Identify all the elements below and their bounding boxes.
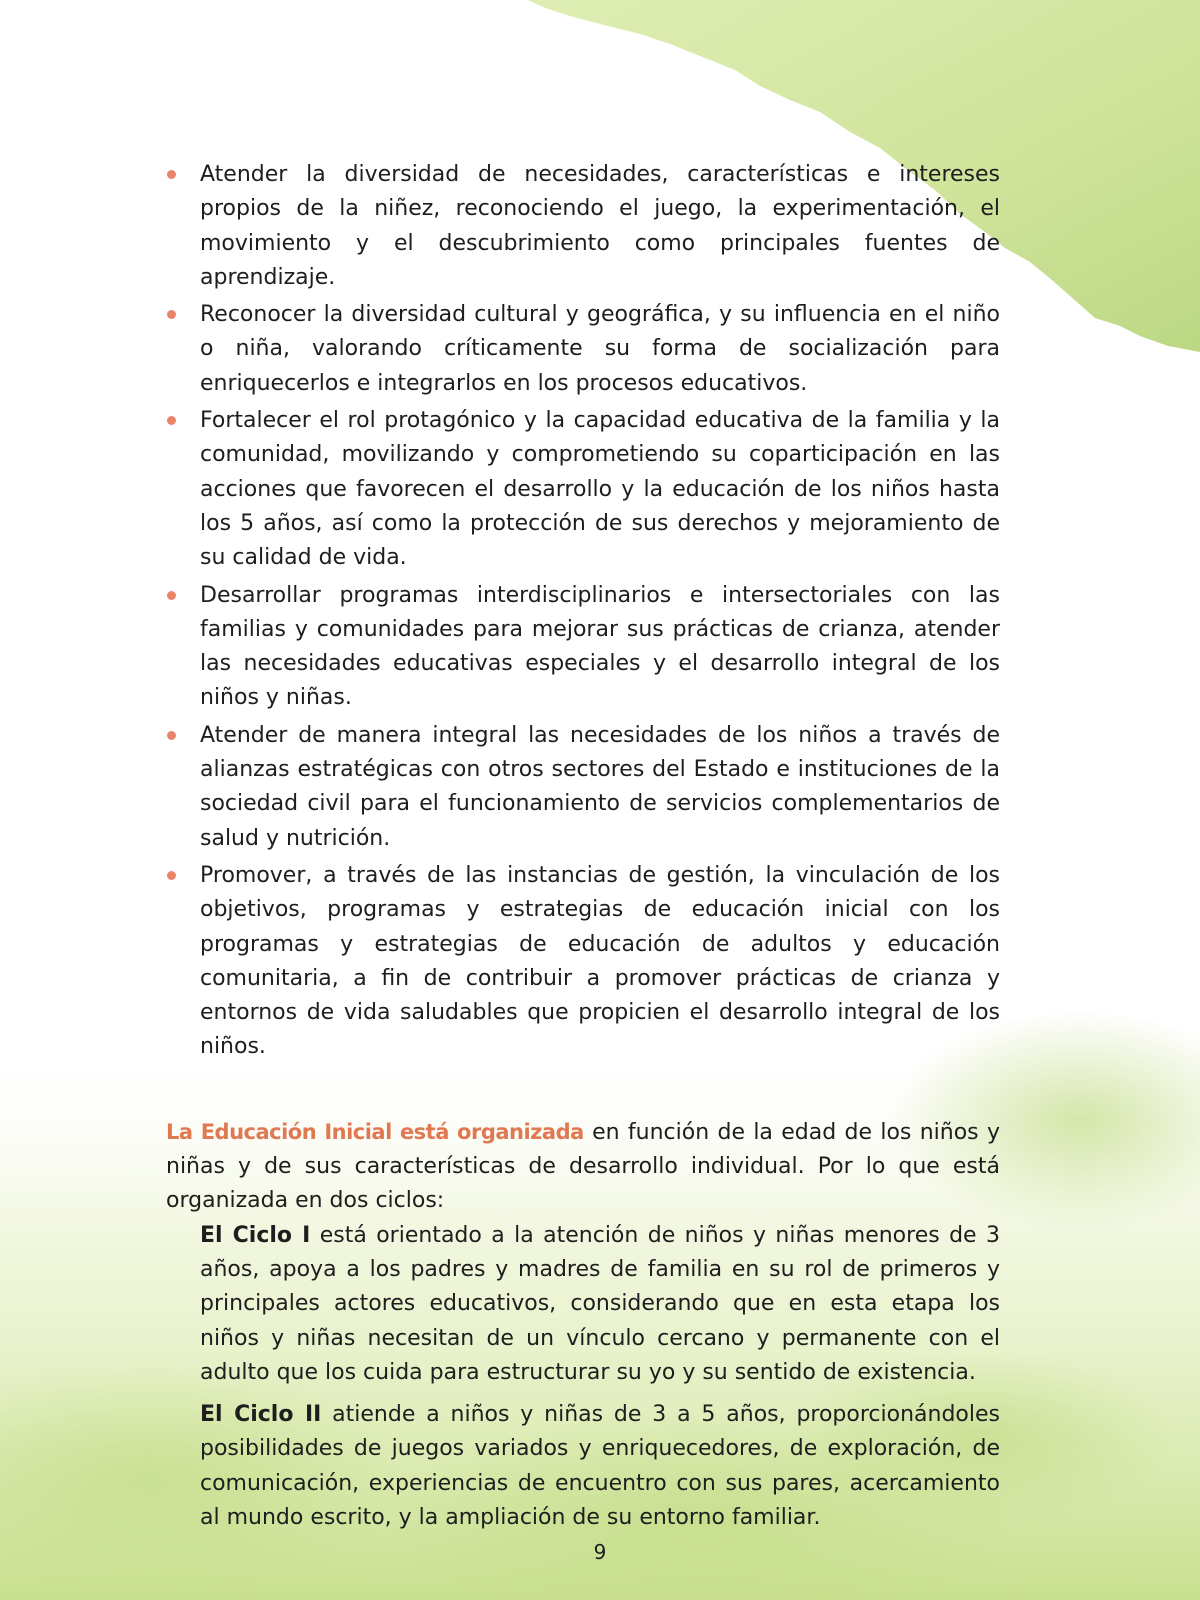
intro-highlight: La Educación Inicial está organizada xyxy=(166,1119,584,1144)
cycle-label: El Ciclo I xyxy=(200,1222,311,1248)
list-item-text: Atender de manera integral las necesidades de los niños a través de alianzas estratégicas con otros sectores del Estado e instituciones de la sociedad civil para el funcionamiento de servicios complementarios de salud y nutrición. xyxy=(200,722,1000,851)
list-item-text: Reconocer la diversidad cultural y geográfica, y su influencia en el niño o niña, valorando críticamente su forma de socialización para enriquecerlos e integrarlos en los procesos educativos. xyxy=(200,302,1000,396)
list-item-text: Atender la diversidad de necesidades, características e intereses propios de la niñez, reconociendo el juego, la experimentación, el movimiento y el descubrimiento como principales fuentes de aprendizaje. xyxy=(200,162,1000,290)
cycle-paragraph xyxy=(200,1219,1000,1390)
list-item-text: Promover, a través de las instancias de gestión, la vinculación de los objetivos, programas y estrategias de educación inicial con los programas y estrategias de educación de adultos y educación comunitaria, a fin de contribuir a promover prácticas de crianza y entornos de vida saludables que propicien el desarrollo integral de los niños. xyxy=(200,862,1000,1060)
page-number: 9 xyxy=(593,1540,607,1564)
intro-paragraph xyxy=(166,1115,1000,1219)
cycle-text: atiende a niños y niñas de 3 a 5 años, proporcionándoles posibilidades de juegos variados y enriquecedores, de exploración, de comunicación, experiencias de encuentro con sus pares, acercamiento al mundo escrito, y la ampliación de su entorno familiar. xyxy=(200,1402,1000,1530)
bullet-icon xyxy=(167,591,176,600)
cycle-text: está orientado a la atención de niños y niñas menores de 3 años, apoya a los padres y madres de familia en su rol de primeros y principales actores educativos, considerando que en esta etapa los niños y niñas necesitan de un vínculo cercano y permanente con el adulto que los cuida para estructurar su yo y su sentido de existencia. xyxy=(200,1222,1000,1385)
bullet-icon xyxy=(167,310,176,319)
bullet-icon xyxy=(167,416,176,425)
bullet-icon xyxy=(167,731,176,740)
list-item xyxy=(166,719,1000,856)
bullet-icon xyxy=(167,170,176,179)
list-item xyxy=(166,859,1000,1065)
cycle-paragraph xyxy=(200,1398,1000,1535)
list-item xyxy=(166,404,1000,575)
bullet-icon xyxy=(167,871,176,880)
list-item xyxy=(166,579,1000,716)
list-item xyxy=(166,158,1000,295)
intro-text: en función de la edad de los niños y niñas y de sus características de desarrollo individual. Por lo que está organizada en dos ciclos: xyxy=(166,1119,1000,1214)
list-item-text: Fortalecer el rol protagónico y la capacidad educativa de la familia y la comunidad, movilizando y comprometiendo su coparticipación en las acciones que favorecen el desarrollo y la educación de los niños hasta los 5 años, así como la protección de sus derechos y mejoramiento de su calidad de vida. xyxy=(200,408,1000,571)
objectives-list xyxy=(166,158,1000,1065)
cycle-label: El Ciclo II xyxy=(200,1402,322,1428)
main-content xyxy=(166,158,1000,1535)
list-item-text: Desarrollar programas interdisciplinarios e intersectoriales con las familias y comunidades para mejorar sus prácticas de crianza, atender las necesidades educativas especiales y el desarrollo integral de los niños y niñas. xyxy=(200,582,1000,711)
list-item xyxy=(166,298,1000,401)
